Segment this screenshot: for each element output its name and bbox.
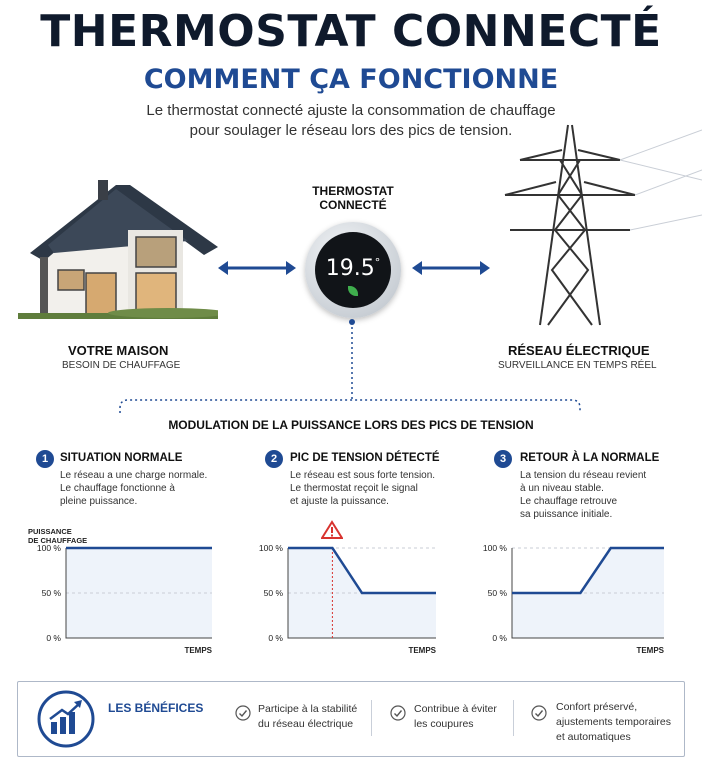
power-chart [248, 536, 442, 656]
y-tick-label: 50 % [487, 588, 507, 598]
benefit-line: Participe à la stabilité [258, 703, 358, 715]
benefits-panel [17, 681, 685, 757]
temperature-display [315, 256, 391, 281]
divider [371, 700, 372, 736]
step-description-line: pleine puissance. [60, 496, 138, 507]
double-arrow-icon [216, 258, 298, 278]
step-description-line: Le réseau a une charge normale. [60, 470, 208, 481]
double-arrow-icon [410, 258, 492, 278]
thermostat-screen [315, 232, 391, 308]
benefit-line: du réseau électrique [258, 718, 354, 730]
check-circle-icon [531, 705, 547, 721]
power-pylon-illustration [500, 120, 702, 330]
step-description-line: Le chauffage retrouve [520, 496, 618, 507]
step-number: 2 [265, 450, 283, 468]
check-circle-icon [390, 705, 406, 721]
step-description-line: à un niveau stable. [520, 483, 604, 494]
house-illustration [18, 175, 218, 325]
intro-line: Le thermostat connecté ajuste la consommation de chauffage [146, 102, 556, 119]
step-description-line: Le réseau est sous forte tension. [290, 470, 436, 481]
benefit-item [556, 700, 671, 745]
y-tick-label: 0 % [46, 633, 61, 643]
x-axis-label: TEMPS [408, 646, 436, 655]
step-title: SITUATION NORMALE [60, 452, 183, 464]
check-circle-icon [235, 705, 251, 721]
step-number: 1 [36, 450, 54, 468]
step-description-line: et ajuste la puissance. [290, 496, 389, 507]
thermostat-label [290, 184, 416, 212]
benefit-line: les coupures [414, 718, 474, 730]
benefit-line: ajustements temporaires [556, 716, 671, 728]
thermostat-label-line: CONNECTÉ [319, 198, 387, 212]
page-subtitle: COMMENT ÇA FONCTIONNE [143, 64, 559, 95]
degree-symbol: ° [374, 256, 381, 269]
house-subtitle: BESOIN DE CHAUFFAGE [62, 360, 181, 371]
y-tick-label: 100 % [36, 543, 61, 553]
y-tick-label: 100 % [258, 543, 283, 553]
grid-subtitle: SURVEILLANCE EN TEMPS RÉEL [498, 360, 657, 371]
benefit-line: et automatiques [556, 731, 631, 743]
step-description-line: Le thermostat reçoit le signal [290, 483, 418, 494]
temperature-value: 19.5 [325, 256, 375, 281]
benefit-line: Contribue à éviter [414, 703, 497, 715]
step-title: PIC DE TENSION DÉTECTÉ [290, 452, 440, 464]
y-tick-label: 100 % [482, 543, 507, 553]
modulation-title: MODULATION DE LA PUISSANCE LORS DES PICS DE TENSION [168, 418, 534, 432]
step-description [60, 469, 220, 508]
y-tick-label: 0 % [492, 633, 507, 643]
thermostat-label-line: THERMOSTAT [312, 184, 394, 198]
dotted-connector [110, 318, 590, 413]
house-title: VOTRE MAISON [68, 343, 169, 358]
y-tick-label: 50 % [41, 588, 61, 598]
x-axis-label: TEMPS [184, 646, 212, 655]
step-description [290, 469, 450, 508]
benefit-line: Confort préservé, [556, 701, 638, 713]
intro-line: pour soulager le réseau lors des pics de tension. [189, 122, 513, 139]
benefit-item [414, 702, 497, 732]
step-title: RETOUR À LA NORMALE [520, 452, 660, 464]
power-chart [26, 536, 218, 656]
growth-chart-icon [36, 689, 96, 749]
leaf-icon [348, 286, 358, 296]
x-axis-label: TEMPS [636, 646, 664, 655]
step-description-line: Le chauffage fonctionne à [60, 483, 175, 494]
y-tick-label: 50 % [263, 588, 283, 598]
grid-title: RÉSEAU ÉLECTRIQUE [508, 343, 650, 358]
y-tick-label: 0 % [268, 633, 283, 643]
thermostat-device[interactable] [305, 222, 401, 318]
y-axis-title-line: PUISSANCE [28, 527, 72, 536]
warning-icon [321, 520, 343, 540]
y-axis-title-line: DE CHAUFFAGE [28, 536, 88, 545]
divider [513, 700, 514, 736]
step-description-line: La tension du réseau revient [520, 470, 647, 481]
page-title: THERMOSTAT CONNECTÉ [40, 6, 662, 57]
benefit-item [258, 702, 357, 732]
power-chart [472, 536, 670, 656]
step-description-line: sa puissance initiale. [520, 509, 613, 520]
step-number: 3 [494, 450, 512, 468]
benefits-title: LES BÉNÉFICES [108, 701, 204, 715]
step-description [520, 469, 680, 521]
